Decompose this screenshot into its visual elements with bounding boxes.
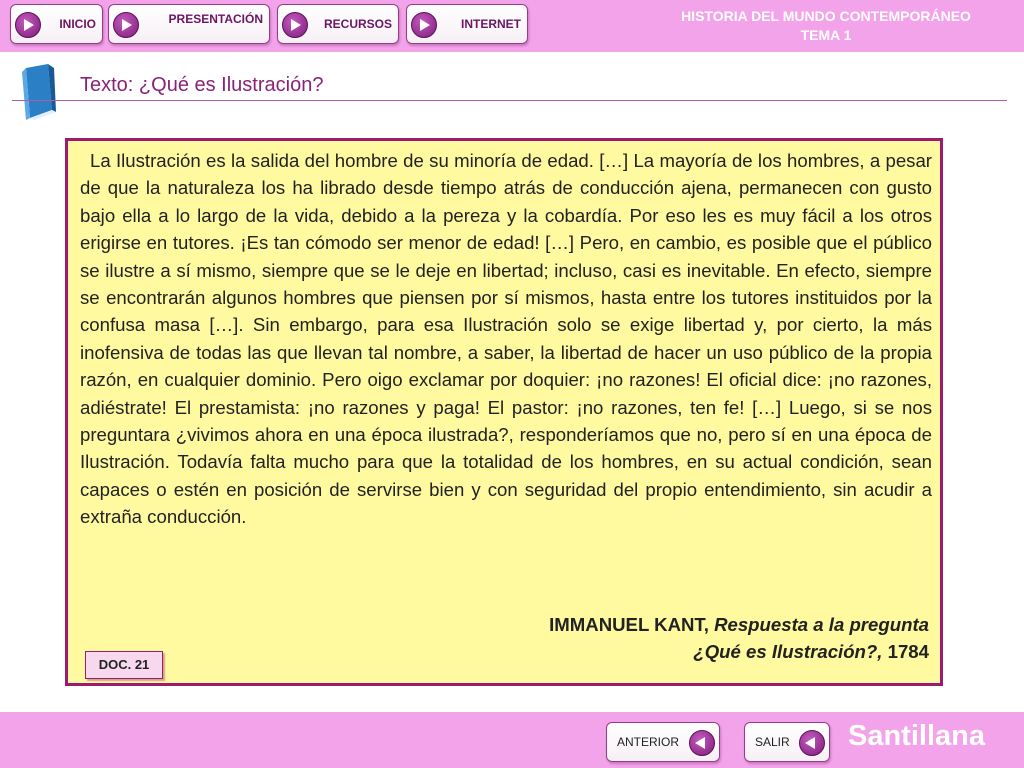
back-arrow-icon bbox=[799, 730, 825, 756]
citation-work-line2: ¿Qué es Ilustración?, bbox=[693, 641, 883, 662]
document-body-text: La Ilustración es la salida del hombre de su minoría de edad. […] La mayoría de los hombres, a pesar de que la naturaleza los ha librado desde tiempo atrás de conducción ajena, permanecen con gusto bajo ella a lo largo de la vida, debido a la pereza y la cobardía. Por eso les es muy fácil a los otros erigirse en tutores. ¡Es tan cómodo ser menor de edad! […] Pero, en cambio, es posible que el público se ilustre a sí mismo, siempre que se le deje en libertad; incluso, casi es inevitable. En efecto, siempre se encontrarán algunos hombres que piensen por sí mismos, hasta entre los tutores instituidos por la confusa masa […]. Sin embargo, para esa Ilustración solo se exige libertad y, por cierto, la más inofensiva de todas las que llevan tal nombre, a saber, la libertad de hacer un uso público de la propia razón, en cualquier dominio. Pero oigo exclamar por doquier: ¡no razones! El oficial dice: ¡no razones, adiéstrate! El prestamista: ¡no razones y paga! El pastor: ¡no razones, ten fe! […] Luego, si se nos preguntara ¿vivimos ahora en una época ilustrada?, responderíamos que no, pero sí en una época de Ilustración. Todavía falta mucho para que la totalidad de los hombres, en su actual condición, sean capaces o estén en posición de servirse bien y con seguridad del propio entendimiento, sin acudir a extraña conducción. bbox=[80, 150, 932, 528]
nav-presentacion-button[interactable] bbox=[108, 4, 270, 44]
citation-year: 1784 bbox=[887, 641, 929, 662]
play-arrow-icon bbox=[282, 12, 308, 38]
book-icon bbox=[22, 64, 56, 120]
salir-button[interactable] bbox=[744, 722, 830, 762]
anterior-button[interactable] bbox=[606, 722, 720, 762]
play-arrow-icon bbox=[15, 12, 41, 38]
brand-logo: Santillana bbox=[848, 720, 985, 752]
nav-internet-label: INTERNET bbox=[461, 17, 521, 31]
citation-author: IMMANUEL KANT, bbox=[549, 614, 709, 635]
top-navigation-bar bbox=[0, 0, 1024, 52]
nav-recursos-button[interactable] bbox=[277, 4, 399, 44]
back-arrow-icon bbox=[689, 730, 715, 756]
nav-presentacion-label: PRESENTACIÓN bbox=[168, 12, 263, 26]
play-arrow-icon bbox=[411, 12, 437, 38]
bottom-bar bbox=[0, 712, 1024, 768]
nav-inicio-button[interactable] bbox=[10, 4, 103, 44]
nav-inicio-label: INICIO bbox=[59, 17, 96, 31]
nav-internet-button[interactable] bbox=[406, 4, 528, 44]
anterior-label: ANTERIOR bbox=[617, 735, 680, 749]
doc-number-badge: DOC. 21 bbox=[85, 651, 163, 679]
salir-label: SALIR bbox=[755, 735, 790, 749]
play-arrow-icon bbox=[113, 12, 139, 38]
course-subject: HISTORIA DEL MUNDO CONTEMPORÁNEO bbox=[681, 8, 971, 24]
document-citation bbox=[329, 611, 929, 665]
document-panel bbox=[65, 138, 943, 686]
citation-work-line1: Respuesta a la pregunta bbox=[714, 614, 929, 635]
title-divider bbox=[12, 100, 1007, 101]
nav-recursos-label: RECURSOS bbox=[323, 17, 392, 31]
course-title bbox=[646, 7, 1006, 45]
page-title: Texto: ¿Qué es Ilustración? bbox=[80, 74, 324, 96]
course-unit: TEMA 1 bbox=[800, 27, 852, 43]
